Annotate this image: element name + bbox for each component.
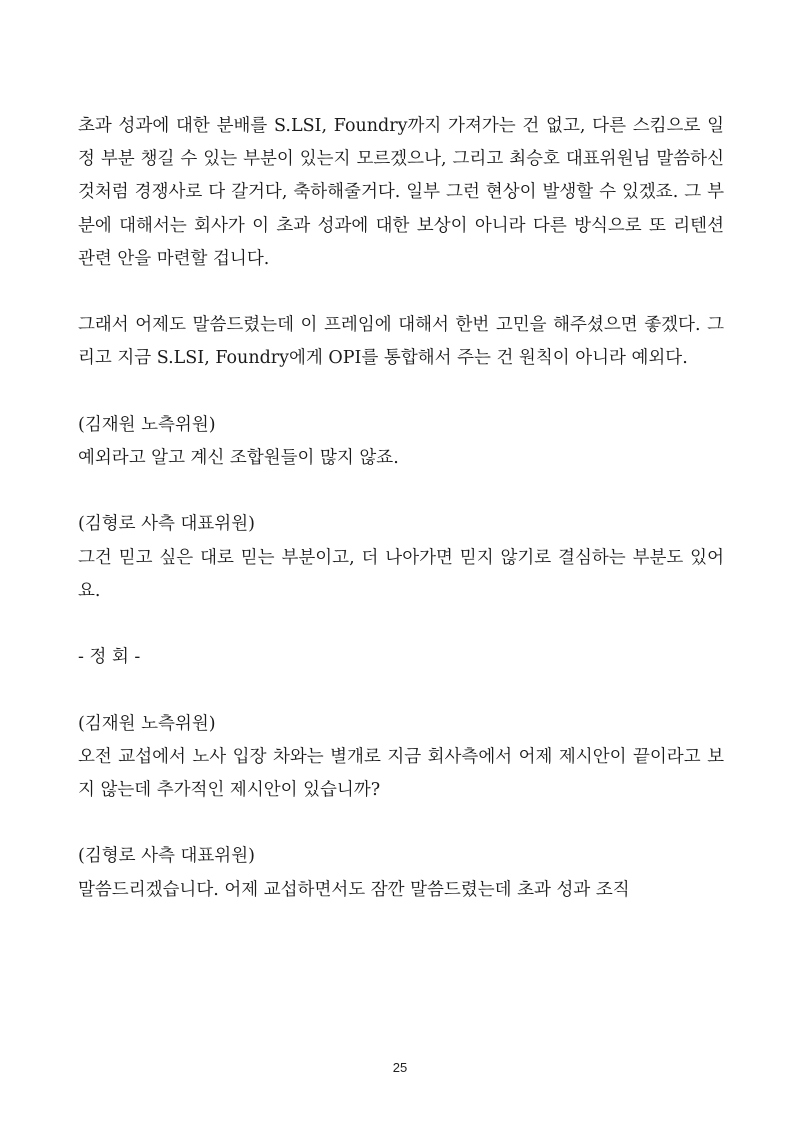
paragraph-gap: [78, 376, 724, 409]
paragraph-gap: [78, 608, 724, 641]
paragraph: 말씀드리겠습니다. 어제 교섭하면서도 잠깐 말씀드렸는데 초과 성과 조직: [78, 879, 630, 900]
recess-marker: - 정 회 -: [78, 647, 141, 668]
paragraph: 오전 교섭에서 노사 입장 차와는 별개로 지금 회사측에서 어제 제시안이 끝이라고 보지 않는데 추가적인 제시안이 있습니까?: [78, 746, 724, 800]
speaker-label: (김형로 사측 대표위원): [78, 514, 255, 535]
paragraph-gap: [78, 674, 724, 707]
paragraph-gap: [78, 475, 724, 508]
speaker-label: (김재원 노측위원): [78, 713, 216, 734]
page-number: 25: [392, 1060, 408, 1075]
paragraph: 그건 믿고 싶은 대로 믿는 부분이고, 더 나아가면 믿지 않기로 결심하는 부분도 있어요.: [78, 547, 724, 601]
paragraph: 그래서 어제도 말씀드렸는데 이 프레임에 대해서 한번 고민을 해주셨으면 좋겠다. 그리고 지금 S.LSI, Foundry에게 OPI를 통합해서 주는 건 원칙이 아니라 예외다.: [78, 315, 724, 369]
paragraph-gap: [78, 807, 724, 840]
paragraph-gap: [78, 276, 724, 309]
document-body: [78, 110, 724, 907]
paragraph: 예외라고 알고 계신 조합원들이 많지 않죠.: [78, 448, 399, 468]
speaker-label: (김형로 사측 대표위원): [78, 846, 255, 867]
speaker-label: (김재원 노측위원): [78, 414, 216, 435]
paragraph: 초과 성과에 대한 분배를 S.LSI, Foundry까지 가져가는 건 없고, 다른 스킴으로 일정 부분 챙길 수 있는 부분이 있는지 모르겠으나, 그리고 최승호 대표위원님 말씀하신 것처럼 경쟁사로 다 갈거다, 축하해줄거다. 일부 그런 현상이 발생할 수 있겠죠. 그 부분에 대해서는 회사가 이 초과 성과에 대한 보상이 아니라 다른 방식으로 또 리텐션 관련 안을 마련할 겁니다.: [78, 116, 724, 269]
